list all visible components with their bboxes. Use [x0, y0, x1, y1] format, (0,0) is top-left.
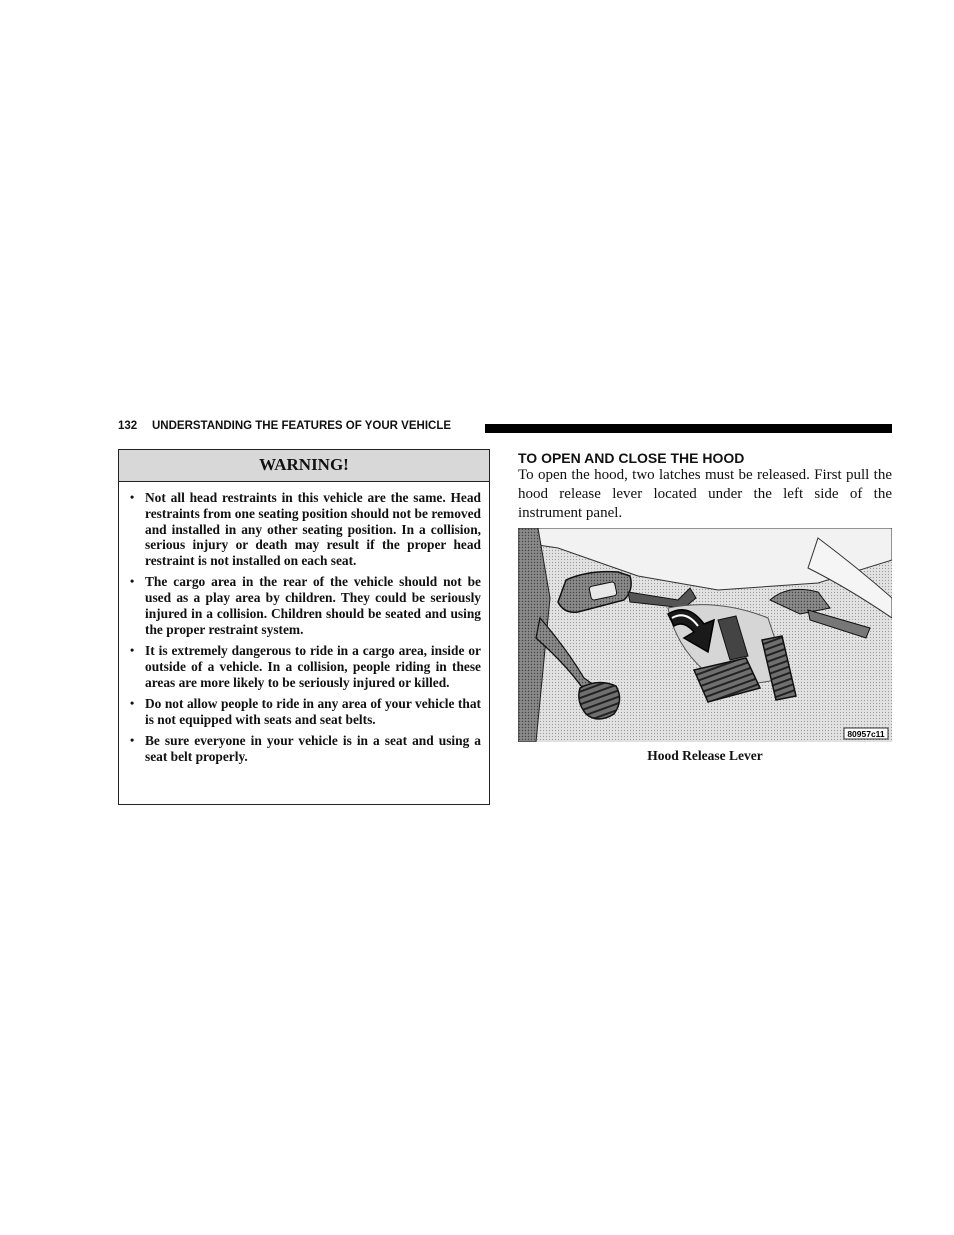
warning-item	[127, 733, 481, 765]
running-title: UNDERSTANDING THE FEATURES OF YOUR VEHICLE	[152, 420, 452, 432]
bullet-icon: •	[130, 732, 135, 747]
page-header	[118, 420, 892, 436]
bullet-icon: •	[130, 490, 135, 504]
figure-code: 80957c11	[847, 729, 885, 739]
warning-item-text: It is extremely dangerous to ride in a cargo area, inside or outside of a vehicle. In a collision, people riding in these areas are more likely to be seriously injured or killed.	[145, 642, 481, 690]
warning-item-text: Do not allow people to ride in any area of your vehicle that is not equipped with seats and seat belts.	[145, 695, 481, 727]
bullet-icon: •	[130, 642, 135, 657]
warning-heading: WARNING!	[119, 450, 489, 482]
header-rule	[485, 424, 892, 433]
section-title: TO OPEN AND CLOSE THE HOOD	[518, 450, 745, 466]
warning-item	[127, 490, 481, 569]
page-number: 132	[118, 420, 138, 432]
hood-release-illustration	[518, 528, 892, 742]
warning-item-text: The cargo area in the rear of the vehicle should not be used as a play area by children. They could be seriously injured in a collision. Children should be seated and using the proper restraint system.	[145, 574, 481, 637]
figure-caption: Hood Release Lever	[647, 748, 763, 763]
warning-box	[118, 449, 490, 805]
warning-list	[119, 482, 489, 764]
warning-item-text: Not all head restraints in this vehicle are the same. Head restraints from one seating position should not be removed and installed in any other seating position. In a collision, serious injury or death may result if the proper head restraint is not installed on each seat.	[145, 490, 481, 569]
warning-item	[127, 696, 481, 728]
warning-item	[127, 643, 481, 690]
bullet-icon: •	[130, 574, 135, 589]
warning-item-text: Be sure everyone in your vehicle is in a seat and using a seat belt properly.	[145, 732, 481, 764]
section-body: To open the hood, two latches must be released. First pull the hood release lever located under the left side of the instrument panel.	[518, 467, 892, 521]
warning-item	[127, 574, 481, 637]
bullet-icon: •	[130, 695, 135, 710]
